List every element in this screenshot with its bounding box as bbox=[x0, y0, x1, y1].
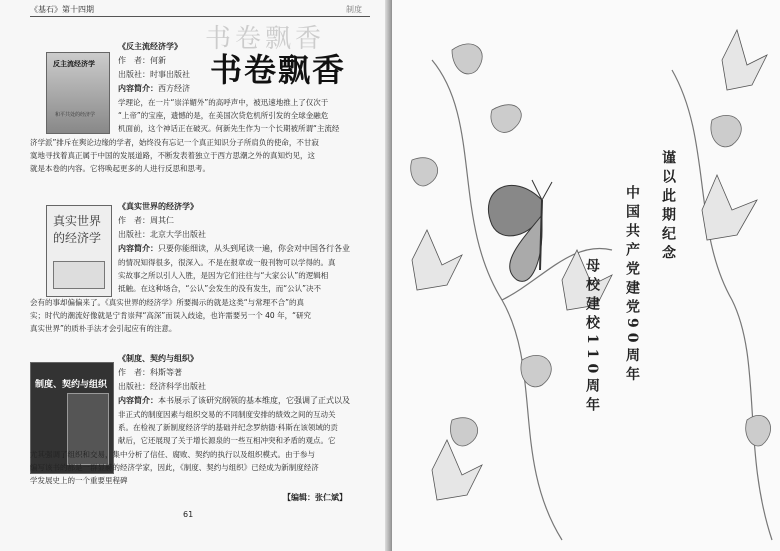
book-cover-title: 制度、契约与组织 bbox=[35, 380, 108, 390]
intro-value: 本书展示了该研究纲领的基本维度，它强调了正式以及 bbox=[158, 396, 350, 405]
book-cover-title: 反主流经济学 bbox=[53, 60, 95, 68]
book-author: 作 者：科斯等著 bbox=[118, 368, 182, 377]
book-title: 《真实世界的经济学》 bbox=[118, 202, 198, 211]
book-publisher: 出版社：时事出版社 bbox=[118, 70, 190, 79]
lily-flower bbox=[702, 175, 757, 240]
book-cover-1 bbox=[46, 52, 110, 134]
page-title: 书卷飘香 bbox=[210, 51, 347, 89]
book-title: 《反主流经济学》 bbox=[118, 42, 182, 51]
section-header: 制度 bbox=[346, 5, 362, 14]
desc-line: 学理论，在一片“崇洋媚外”的高呼声中，被迅速地推上了仅次于 bbox=[118, 98, 329, 107]
desc-line: 系。在检视了新制度经济学的基础并纪念罗纳德·科斯在该领域的贡 bbox=[118, 423, 338, 432]
header-rule bbox=[30, 16, 370, 17]
lily-flower bbox=[412, 230, 462, 290]
book-meta-1 bbox=[118, 40, 190, 96]
desc-line: 编写该书的都是一群显赫的经济学家，因此，《制度、契约与组织》已经成为新制度经济 bbox=[30, 463, 319, 472]
journal-header: 《基石》第十四期 bbox=[30, 5, 94, 14]
book-author: 作 者：周其仁 bbox=[118, 216, 174, 225]
desc-line: 机面前，这个神话正在破灭。何新先生作为一个长期被所谓“主流经 bbox=[118, 124, 340, 133]
right-page bbox=[392, 0, 780, 551]
editor-credit: 【编辑：张仁斌】 bbox=[283, 493, 347, 502]
desc-line: 会有的事却偏偏来了。《真实世界的经济学》所要揭示的就是这类“与常理不合”的真 bbox=[30, 298, 305, 307]
leaf bbox=[711, 115, 741, 146]
desc-line: 的情况知得很多，很深入。不是在报章或一般刊物可以学得的。真 bbox=[118, 258, 336, 267]
book-desc-2a bbox=[118, 256, 380, 295]
book-publisher: 出版社：经济科学出版社 bbox=[118, 382, 206, 391]
ghost-title: 书卷飘香 bbox=[205, 24, 326, 54]
intro-label: 内容简介： bbox=[118, 84, 158, 93]
desc-line: 抵触。在这种场合，“公认”会发生的没有发生，而“公认”决不 bbox=[118, 284, 322, 293]
desc-line: 献后，它还展现了关于增长源泉的一些互相冲突和矛盾的观点。它 bbox=[118, 436, 336, 445]
book-cover-title: 真实世界的经济学 bbox=[53, 214, 102, 245]
dedication-text: 谨以此期纪念 bbox=[660, 150, 676, 264]
leaf bbox=[450, 418, 477, 446]
desc-line: 就是本卷的内容。它将唤起更多的人进行反思和思考。 bbox=[30, 164, 210, 173]
cover-illustration bbox=[53, 261, 105, 289]
lily-flower bbox=[432, 440, 482, 500]
book-desc-3b bbox=[30, 448, 380, 487]
book-meta-3 bbox=[118, 352, 350, 408]
leaf bbox=[452, 44, 482, 74]
book-desc-2b bbox=[30, 296, 380, 335]
desc-line: 实故事之所以引人入胜，是因为它们往往与“大家公认”的逻辑相 bbox=[118, 271, 329, 280]
book-cover-2 bbox=[46, 205, 112, 297]
book-title: 《制度、契约与组织》 bbox=[118, 354, 198, 363]
desc-line: 寞地寻找着真正属于中国的发展道路，不断发表着独立于西方思潮之外的真知灼见，这 bbox=[30, 151, 315, 160]
butterfly-icon bbox=[488, 180, 552, 281]
lily-flower bbox=[722, 30, 767, 90]
book-author: 作 者：何新 bbox=[118, 56, 166, 65]
desc-line: 济学派”排斥在舆论边缘的学者，始终没有忘记一个真正知识分子所肩负的使命，不甘寂 bbox=[30, 138, 319, 147]
leaf bbox=[411, 158, 438, 186]
page-number: 61 bbox=[183, 510, 194, 519]
desc-line: 真实世界”的质朴手法才会引起应有的注意。 bbox=[30, 324, 177, 333]
leaf bbox=[491, 105, 521, 133]
book-desc-1a bbox=[118, 96, 380, 135]
desc-line: 尤其强调了组织和交易，集中分析了信任、腐败、契约的执行以及组织模式。由于参与 bbox=[30, 450, 315, 459]
desc-line: 实；时代的潮流好像就是宁肯崇拜“高深”而误入歧途，也许需要另一个 40 年，“研究 bbox=[30, 311, 311, 320]
intro-value: 只要你能细读，从头到尾读一遍，你会对中国各行各业 bbox=[158, 244, 350, 253]
book-desc-1b bbox=[30, 136, 380, 175]
desc-line: 学发展史上的一个重要里程碑 bbox=[30, 476, 128, 485]
intro-label: 内容简介： bbox=[118, 244, 158, 253]
intro-label: 内容简介： bbox=[118, 396, 158, 405]
leaf bbox=[746, 415, 771, 446]
desc-line: “上帝”的宝座，遗憾的是，在美国次贷危机所引发的全球金融危 bbox=[118, 111, 329, 120]
book-cover-subtitle: 和平共处的经济学 bbox=[55, 112, 96, 118]
party-anniversary-text: 中国共产党建党90周年 bbox=[624, 185, 640, 386]
book-desc-3a bbox=[118, 408, 380, 447]
intro-value: 西方经济 bbox=[158, 84, 190, 93]
book-publisher: 出版社：北京大学出版社 bbox=[118, 230, 206, 239]
book-meta-2 bbox=[118, 200, 350, 256]
desc-line: 非正式的制度因素与组织交易的不同制度安排的绩效之间的互动关 bbox=[118, 410, 336, 419]
leaf bbox=[521, 355, 551, 386]
school-anniversary-text: 母校建校110周年 bbox=[584, 258, 600, 417]
